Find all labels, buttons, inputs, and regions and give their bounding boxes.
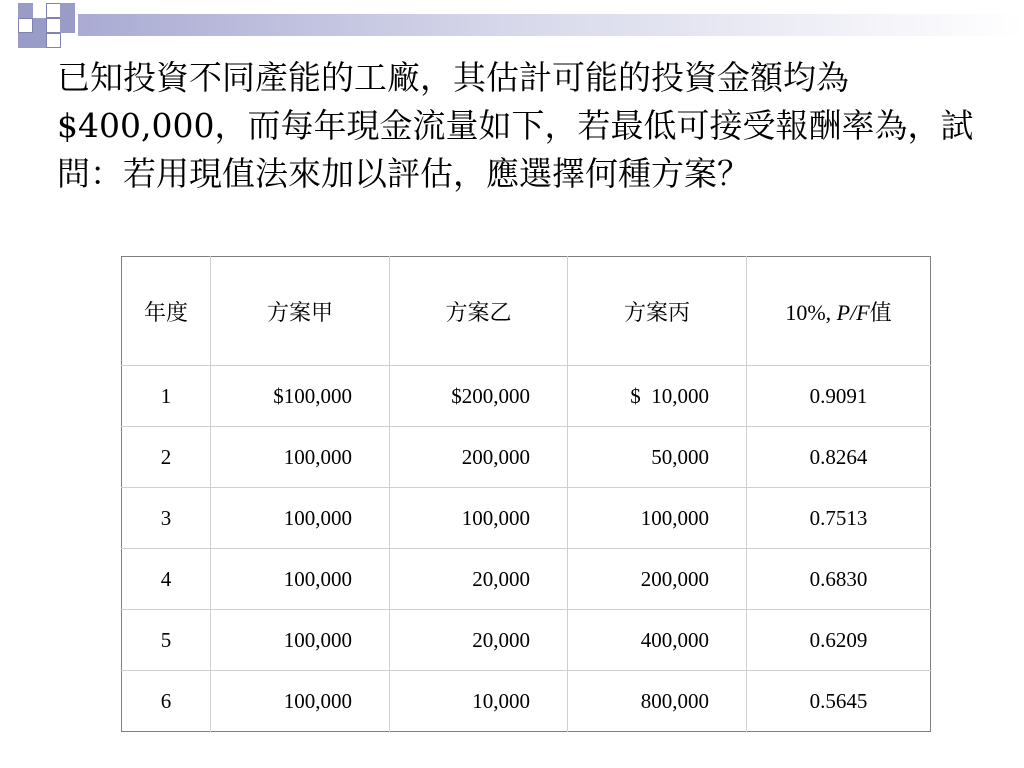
header-pf-suffix: 值 — [869, 300, 892, 326]
deco-square-outline — [46, 18, 61, 33]
cell-year: 3 — [122, 488, 211, 549]
table-header-row — [122, 257, 931, 366]
deco-square — [32, 33, 47, 48]
table-row — [122, 427, 931, 488]
deco-square-outline — [46, 33, 61, 48]
deco-square-outline — [18, 18, 33, 33]
cell-factor: 0.6830 — [747, 549, 931, 610]
cell-factor: 0.6209 — [747, 610, 931, 671]
cell-year: 2 — [122, 427, 211, 488]
deco-square — [60, 3, 75, 18]
cash-flow-table — [121, 256, 931, 732]
table-row — [122, 366, 931, 427]
cell-plan-c: 50,000 — [568, 427, 747, 488]
cell-plan-a: 100,000 — [211, 671, 390, 732]
cell-plan-a: 100,000 — [211, 427, 390, 488]
cell-plan-a: 100,000 — [211, 488, 390, 549]
cell-plan-b: 20,000 — [390, 549, 568, 610]
cell-plan-c: 400,000 — [568, 610, 747, 671]
table-row — [122, 671, 931, 732]
cell-plan-c: 100,000 — [568, 488, 747, 549]
cell-plan-b: 20,000 — [390, 610, 568, 671]
cell-plan-b: 10,000 — [390, 671, 568, 732]
cell-plan-b: 200,000 — [390, 427, 568, 488]
cell-factor: 0.9091 — [747, 366, 931, 427]
cell-plan-a: 100,000 — [211, 610, 390, 671]
deco-square-outline — [46, 3, 61, 18]
header-pf-prefix: 10%, — [785, 299, 837, 325]
deco-square — [32, 18, 47, 33]
cash-flow-table-container — [121, 256, 931, 732]
table-row — [122, 488, 931, 549]
cell-year: 5 — [122, 610, 211, 671]
cell-plan-b: 100,000 — [390, 488, 568, 549]
cell-plan-c: 800,000 — [568, 671, 747, 732]
deco-square — [18, 33, 33, 48]
cell-factor: 0.8264 — [747, 427, 931, 488]
header-year: 年度 — [143, 300, 188, 326]
cell-year: 1 — [122, 366, 211, 427]
cell-factor: 0.5645 — [747, 671, 931, 732]
cell-plan-c: 200,000 — [568, 549, 747, 610]
cell-year: 6 — [122, 671, 211, 732]
deco-square — [60, 18, 75, 33]
question-text: 已知投資不同產能的工廠，其估計可能的投資金額均為$400,000，而每年現金流量如下，若最低可接受報酬率為，試問：若用現值法來加以評估，應選擇何種方案？ — [57, 58, 974, 193]
cell-plan-a: $100,000 — [211, 366, 390, 427]
table-row — [122, 610, 931, 671]
cell-plan-a: 100,000 — [211, 549, 390, 610]
header-plan-a: 方案甲 — [211, 257, 390, 366]
cell-factor: 0.7513 — [747, 488, 931, 549]
header-plan-c: 方案丙 — [568, 257, 747, 366]
cell-plan-c: $ 10,000 — [568, 366, 747, 427]
header-gradient-bar — [78, 14, 1024, 36]
header-plan-b: 方案乙 — [390, 257, 568, 366]
header-pf-italic: P/F — [836, 299, 870, 325]
cell-plan-b: $200,000 — [390, 366, 568, 427]
deco-square — [18, 3, 33, 18]
header-pf-factor — [747, 257, 931, 366]
table-row — [122, 549, 931, 610]
cell-year: 4 — [122, 549, 211, 610]
